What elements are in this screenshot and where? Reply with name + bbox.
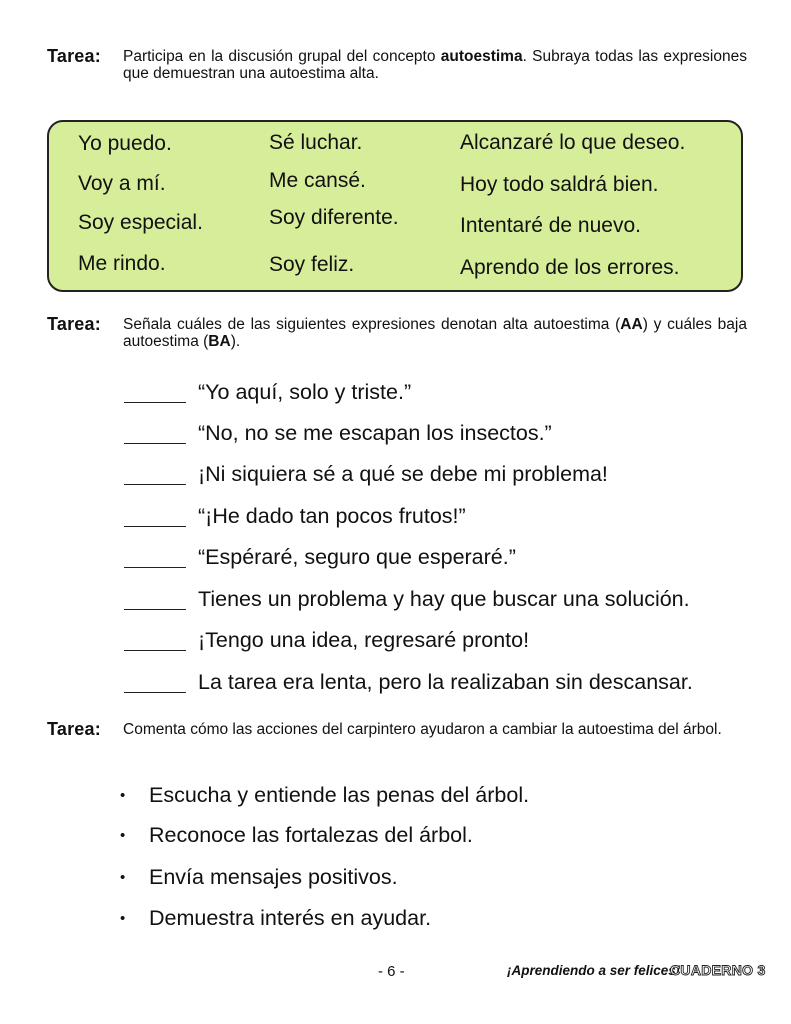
task-2-text-2: ) y cuáles baja autoestima ( <box>123 316 747 350</box>
statement-text: “No, no se me escapan los insectos.” <box>198 421 552 445</box>
bullet-text: Escucha y entiende las penas del árbol. <box>149 783 530 807</box>
answer-blank[interactable] <box>124 421 186 444</box>
statement-row <box>124 670 764 700</box>
task-1-text-before: Participa en la discusión grupal del concepto <box>123 48 441 65</box>
task-2-label: Tarea: <box>47 314 101 334</box>
statement-text: “Yo aquí, solo y triste.” <box>198 380 412 404</box>
phrase-item[interactable]: Soy feliz. <box>269 253 355 276</box>
task-3 <box>47 719 747 759</box>
task-2-bold-aa: AA <box>620 316 643 333</box>
statement-row <box>124 421 764 451</box>
page-number: - 6 - <box>378 963 405 980</box>
phrase-item[interactable]: Alcanzaré lo que deseo. <box>460 131 686 154</box>
bullet-item <box>120 865 740 895</box>
phrase-item[interactable]: Soy especial. <box>78 211 203 234</box>
phrase-item[interactable]: Yo puedo. <box>78 132 172 155</box>
footer-notebook-label: CUADERNO 3 <box>670 962 766 978</box>
task-2-instructions <box>123 316 747 350</box>
bullet-item <box>120 906 740 936</box>
statement-row <box>124 462 764 492</box>
phrase-item[interactable]: Voy a mí. <box>78 172 166 195</box>
phrase-item[interactable]: Sé luchar. <box>269 131 363 154</box>
statement-text: Tienes un problema y hay que buscar una solución. <box>198 587 690 611</box>
bullet-icon: • <box>120 869 126 886</box>
task-3-instructions: Comenta cómo las acciones del carpintero ayudaron a cambiar la autoestima del árbol. <box>123 721 722 738</box>
task-1 <box>47 46 747 86</box>
bullet-icon: • <box>120 910 126 927</box>
bullet-item <box>120 823 740 853</box>
statement-row <box>124 504 764 534</box>
answer-blank[interactable] <box>124 628 186 651</box>
answer-blank[interactable] <box>124 545 186 568</box>
answer-blank[interactable] <box>124 380 186 403</box>
bullet-icon: • <box>120 827 126 844</box>
task-1-text-bold: autoestima <box>440 48 523 65</box>
bullet-item <box>120 783 740 813</box>
bullet-text: Reconoce las fortalezas del árbol. <box>149 823 473 847</box>
phrase-item[interactable]: Aprendo de los errores. <box>460 256 680 279</box>
task-2-text-1: Señala cuáles de las siguientes expresiones denotan alta autoestima ( <box>123 316 621 333</box>
bullet-text: Envía mensajes positivos. <box>149 865 398 889</box>
task-2-text-3: ). <box>230 333 241 350</box>
phrase-box <box>47 120 743 292</box>
statement-text: La tarea era lenta, pero la realizaban sin descansar. <box>198 670 693 694</box>
statement-text: ¡Ni siquiera sé a qué se debe mi problema! <box>198 462 608 486</box>
answer-blank[interactable] <box>124 670 186 693</box>
answer-blank[interactable] <box>124 462 186 485</box>
task-2-bold-ba: BA <box>208 333 231 350</box>
task-3-label: Tarea: <box>47 719 101 739</box>
statement-text: “¡He dado tan pocos frutos!” <box>198 504 466 528</box>
statement-row <box>124 628 764 658</box>
statement-row <box>124 587 764 617</box>
bullet-text: Demuestra interés en ayudar. <box>149 906 432 930</box>
statement-text: “Espéraré, seguro que esperaré.” <box>198 545 516 569</box>
footer-book-title: ¡Aprendiendo a ser felices! <box>507 963 681 978</box>
phrase-item[interactable]: Soy diferente. <box>269 206 399 229</box>
statement-row <box>124 545 764 575</box>
answer-blank[interactable] <box>124 504 186 527</box>
task-1-text-after: . Subraya todas las expresiones que demuestran una autoestima alta. <box>123 48 747 82</box>
answer-blank[interactable] <box>124 587 186 610</box>
phrase-item[interactable]: Me rindo. <box>78 252 166 275</box>
phrase-item[interactable]: Intentaré de nuevo. <box>460 214 641 237</box>
phrase-item[interactable]: Hoy todo saldrá bien. <box>460 173 659 196</box>
task-1-instructions <box>123 48 747 82</box>
bullet-icon: • <box>120 787 126 804</box>
statement-text: ¡Tengo una idea, regresaré pronto! <box>198 628 530 652</box>
phrase-item[interactable]: Me cansé. <box>269 169 366 192</box>
task-1-label: Tarea: <box>47 46 101 66</box>
statement-row <box>124 380 764 410</box>
task-2 <box>47 314 747 354</box>
